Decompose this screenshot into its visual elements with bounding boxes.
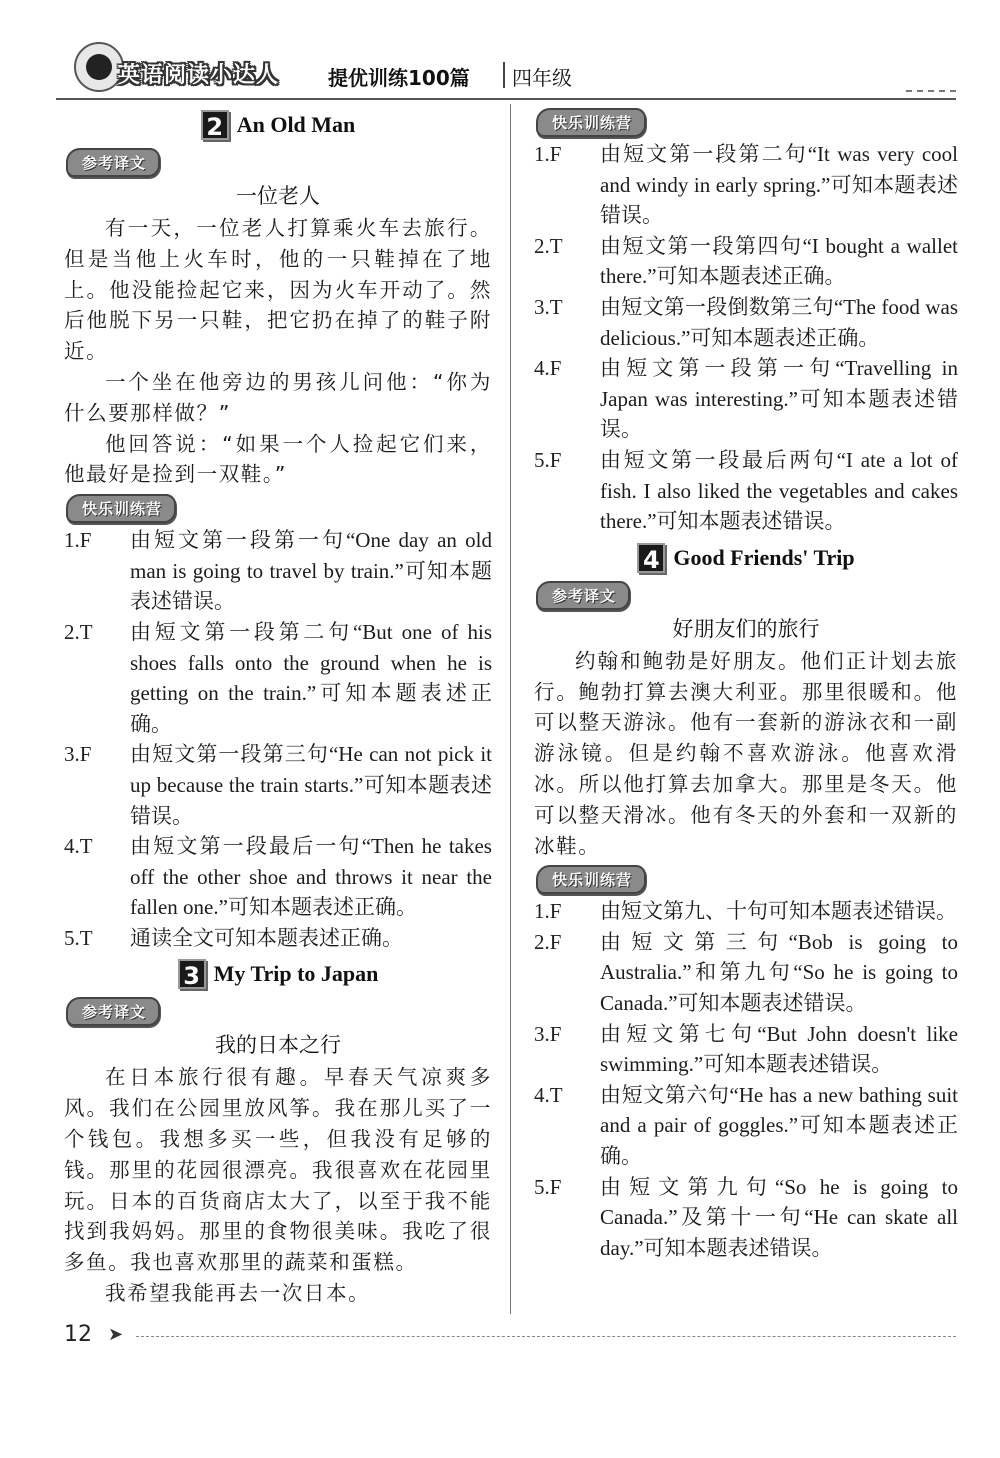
unit4-answer	[534, 1172, 958, 1264]
unit2-paragraph: 一个坐在他旁边的男孩儿问他：“你为什么要那样做？”	[64, 369, 492, 425]
answer-key: 5.F	[534, 447, 562, 472]
series-subtitle: 提优训练100篇	[328, 66, 470, 90]
unit2-paragraph: 他回答说：“如果一个人捡起它们来，他最好是捡到一双鞋。”	[64, 431, 492, 487]
unit2-title: An Old Man	[236, 112, 356, 137]
unit4-answer	[534, 1019, 958, 1080]
answer-explanation: 由短文第一段第三句“He can not pick it up because the train starts.”可知本题表述错误。	[130, 742, 492, 828]
unit2-paragraph: 有一天，一位老人打算乘火车去旅行。但是当他上火车时，他的一只鞋掉在了地上。他没能捡起它来，因为火车开动了。然后他脱下另一只鞋，把它扔在掉了的鞋子附近。	[64, 216, 492, 364]
answer-explanation: 由短文第九、十句可知本题表述错误。	[600, 899, 957, 924]
answer-key: 5.T	[64, 925, 93, 950]
reference-badge: 参考译文	[536, 581, 630, 610]
unit2-answer	[64, 617, 492, 739]
answer-explanation: 由短文第一段最后两句“I ate a lot of fish. I also liked the vegetables and cakes there.”可知本题表述错误。	[600, 447, 958, 534]
answer-explanation: 由短文第三句“Bob is going to Australia.”和第九句“So he is going to Canada.”可知本题表述错误。	[600, 929, 958, 1016]
reference-badge: 参考译文	[66, 148, 160, 177]
arrow-right-icon: ➤	[108, 1324, 124, 1345]
answer-explanation: 由短文第一段第四句“I bought a wallet there.”可知本题表述正确。	[600, 233, 958, 289]
answer-explanation: 由短文第一段第一句“One day an old man is going to travel by train.”可知本题表述错误。	[130, 528, 492, 614]
unit4-paragraph: 约翰和鲍勃是好朋友。他们正计划去旅行。鲍勃打算去澳大利亚。那里很暖和。他可以整天游泳。他有一套新的游泳衣和一副游泳镜。但是约翰不喜欢游泳。他喜欢滑冰。所以他打算去加拿大。那里是冬天。他可以整天滑冰。他有冬天的外套和一双新的冰鞋。	[534, 648, 958, 858]
answer-key: 2.T	[534, 233, 563, 258]
unit3-heading	[64, 955, 492, 993]
unit2-answer	[64, 831, 492, 923]
unit3-paragraph: 我希望我能再去一次日本。	[105, 1281, 371, 1306]
answer-key: 4.T	[64, 834, 93, 859]
answer-key: 4.T	[534, 1082, 563, 1107]
answer-key: 2.F	[534, 929, 562, 954]
unit3-answer	[534, 139, 958, 231]
answer-explanation: 由短文第一段第一句“Travelling in Japan was interesting.”可知本题表述错误。	[600, 356, 958, 442]
unit3-title: My Trip to Japan	[213, 961, 379, 987]
header-rule	[56, 98, 956, 100]
answer-key: 2.T	[64, 619, 93, 644]
left-column	[64, 104, 492, 1309]
unit3-answer	[534, 231, 958, 292]
answer-key: 1.F	[64, 528, 92, 553]
answer-explanation: 由短文第九句“So he is going to Canada.”及第十一句“He can skate all day.”可知本题表述错误。	[600, 1174, 958, 1260]
practice-badge: 快乐训练营	[536, 108, 646, 137]
unit4-heading	[534, 539, 958, 577]
unit2-answer	[64, 739, 492, 831]
answer-key: 3.T	[534, 294, 563, 319]
answer-explanation: 由短文第一段最后一句“Then he takes off the other shoe and throws it near the fallen one.”可知本题表述正确。	[130, 834, 492, 920]
unit3-translation-title: 我的日本之行	[215, 1033, 341, 1058]
unit2-translation-title: 一位老人	[236, 184, 320, 208]
answer-explanation: 由短文第一段倒数第三句“The food was delicious.”可知本题表述正确。	[600, 294, 958, 350]
practice-badge: 快乐训练营	[536, 865, 646, 894]
unit2-number: 2	[201, 110, 229, 140]
mascot-face-icon	[86, 54, 112, 80]
right-column	[534, 104, 958, 1263]
answer-key: 1.F	[534, 142, 562, 166]
unit2-answer	[64, 525, 492, 617]
answer-explanation: 由短文第七句“But John doesn't like swimming.”可知本题表述错误。	[600, 1021, 958, 1077]
answer-key: 5.F	[534, 1174, 562, 1199]
unit4-translation-title: 好朋友们的旅行	[672, 616, 820, 641]
answer-explanation: 由短文第一段第二句“It was very cool and windy in early spring.”可知本题表述错误。	[600, 142, 958, 228]
answer-key: 3.F	[534, 1021, 562, 1046]
header-separator	[503, 62, 505, 88]
unit4-number: 4	[637, 543, 665, 573]
reference-badge: 参考译文	[66, 997, 160, 1026]
unit3-answer	[534, 445, 958, 537]
unit4-answer	[534, 1080, 958, 1172]
page-number: 12	[64, 1322, 92, 1347]
column-divider	[510, 104, 511, 1314]
answer-key: 4.F	[534, 356, 562, 381]
grade-label: 四年级	[512, 66, 572, 90]
unit4-answer	[534, 927, 958, 1019]
unit2-answer	[64, 923, 492, 954]
unit3-paragraph: 在日本旅行很有趣。早春天气凉爽多风。我们在公园里放风筝。我在那儿买了一个钱包。我想多买一些，但我没有足够的钱。那里的花园很漂亮。我很喜欢在花园里玩。日本的百货商店太大了，以至于我不能找到我妈妈。那里的食物很美味。我吃了很多鱼。我也喜欢那里的蔬菜和蛋糕。	[64, 1065, 492, 1275]
unit3-answer	[534, 353, 958, 445]
unit4-answer	[534, 896, 958, 927]
unit4-title: Good Friends' Trip	[673, 544, 855, 570]
answer-explanation: 由短文第六句“He has a new bathing suit and a pair of goggles.”可知本题表述正确。	[600, 1082, 958, 1169]
unit2-heading	[64, 106, 492, 144]
answer-key: 3.F	[64, 742, 92, 767]
unit3-answer	[534, 292, 958, 353]
page-header	[56, 40, 956, 100]
unit3-number: 3	[178, 959, 206, 989]
answer-explanation: 由短文第一段第二句“But one of his shoes falls onto the ground when he is getting on the train.”可知本题表述正确。	[130, 619, 492, 736]
practice-badge: 快乐训练营	[66, 494, 176, 523]
answer-explanation: 通读全文可知本题表述正确。	[130, 925, 403, 950]
page-footer	[64, 1322, 956, 1352]
series-brand: 英语阅读小达人	[118, 63, 280, 88]
footer-rule	[136, 1336, 956, 1337]
answer-key: 1.F	[534, 899, 562, 924]
